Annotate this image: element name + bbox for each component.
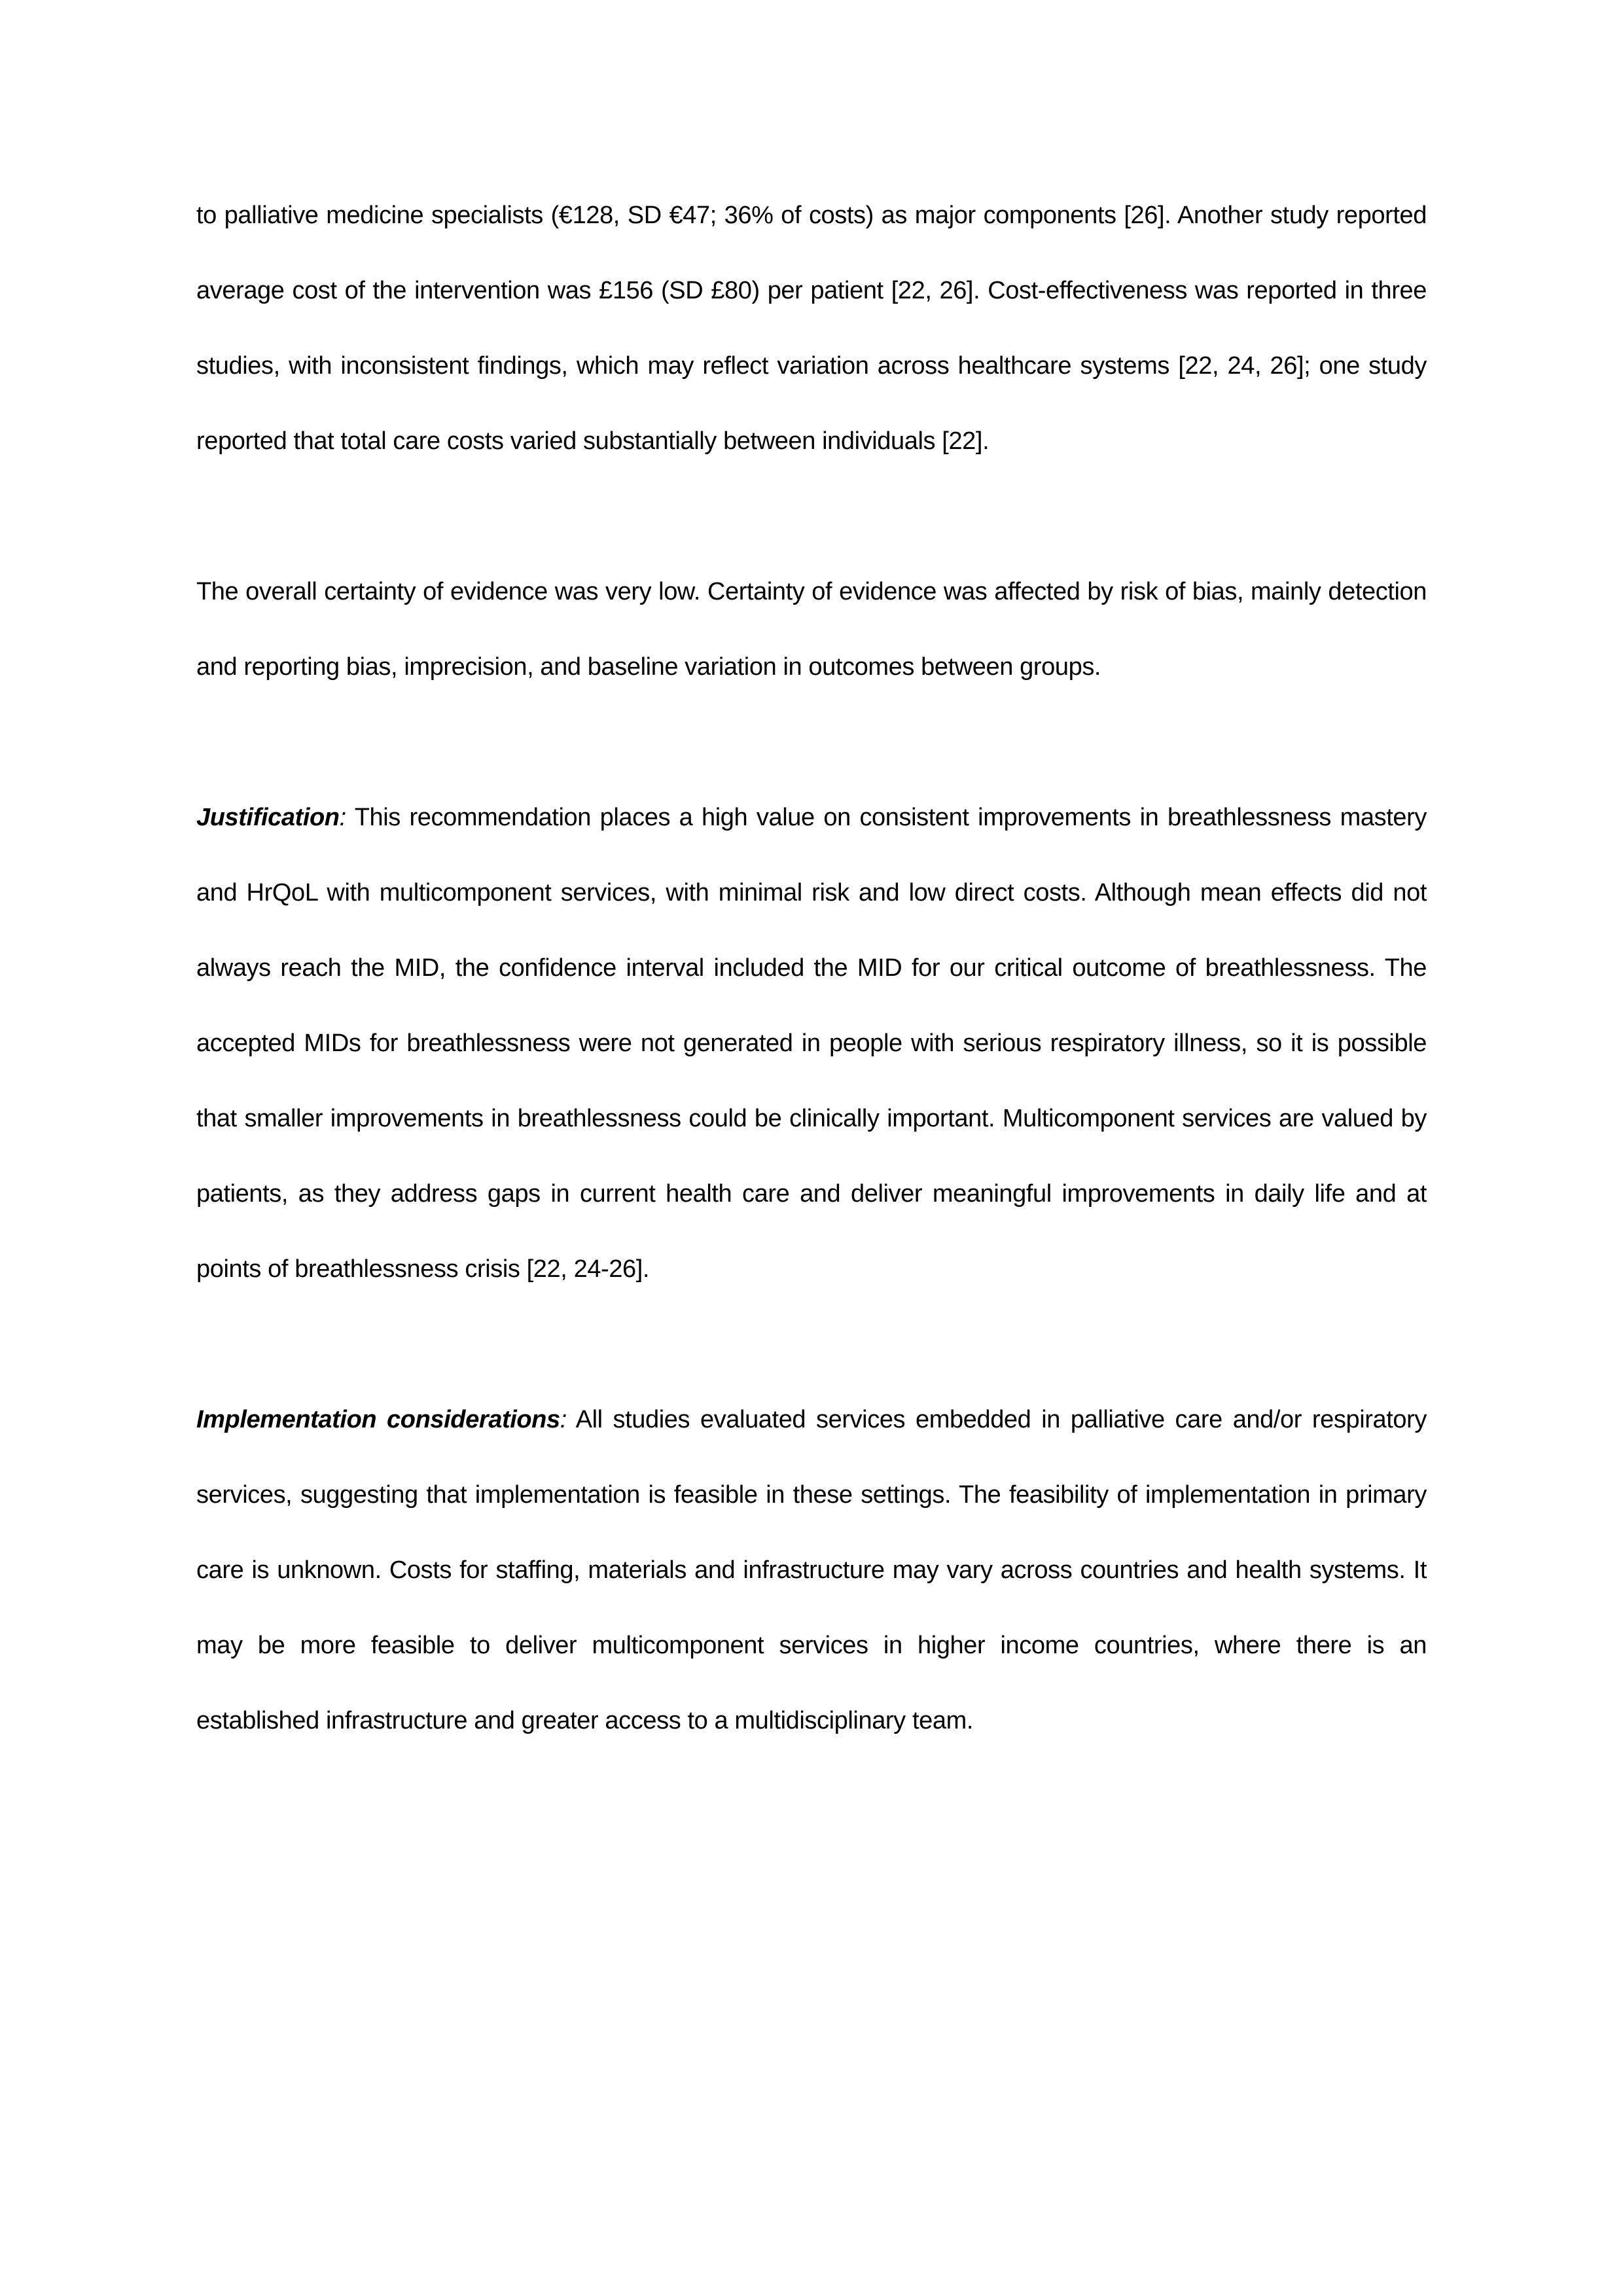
paragraph-implementation-considerations — [196, 1382, 1427, 1759]
paragraph-certainty-of-evidence — [196, 554, 1427, 705]
implementation-lead-label: Implementation considerations — [196, 1406, 560, 1433]
justification-lead-label: Justification — [196, 804, 340, 831]
text-run: All studies evaluated services embedded in palliative care and/or respiratory services, suggesting that implementation is feasible in these settings. The feasibility of implementation in primary care is unknown. Costs for staffing, materials and infrastructure may vary across countries and health systems. It may be more feasible to deliver multicomponent services in higher income countries, where there is an established infrastructure and greater access to a multidisciplinary team. — [196, 1406, 1427, 1734]
text-run: The overall certainty of evidence was very low. Certainty of evidence was affected by risk of bias, mainly detection and reporting bias, imprecision, and baseline variation in outcomes between groups. — [196, 578, 1427, 681]
paragraph-cost-findings — [196, 178, 1427, 479]
justification-colon: : — [339, 804, 346, 831]
text-run: This recommendation places a high value on consistent improvements in breathlessness mastery and HrQoL with multicomponent services, with minimal risk and low direct costs. Although mean effects did not always reach the MID, the confidence interval included the MID for our critical outcome of breathlessness. The accepted MIDs for breathlessness were not generated in people with serious respiratory illness, so it is possible that smaller improvements in breathlessness could be clinically important. Multicomponent services are valued by patients, as they address gaps in current health care and deliver meaningful improvements in daily life and at points of breathlessness crisis [22, 24-26]. — [196, 804, 1427, 1283]
text-run: to palliative medicine specialists (€128, SD €47; 36% of costs) as major components [26]. Another study reported average cost of the intervention was £156 (SD £80) per patient [22, 26]. Cost-effectiveness was reported in three studies, with inconsistent findings, which may reflect variation across healthcare systems [22, 24, 26]; one study reported that total care costs varied substantially between individuals [22]. — [196, 202, 1427, 455]
paragraph-justification — [196, 780, 1427, 1307]
document-body — [196, 178, 1427, 1759]
implementation-colon: : — [560, 1406, 567, 1433]
